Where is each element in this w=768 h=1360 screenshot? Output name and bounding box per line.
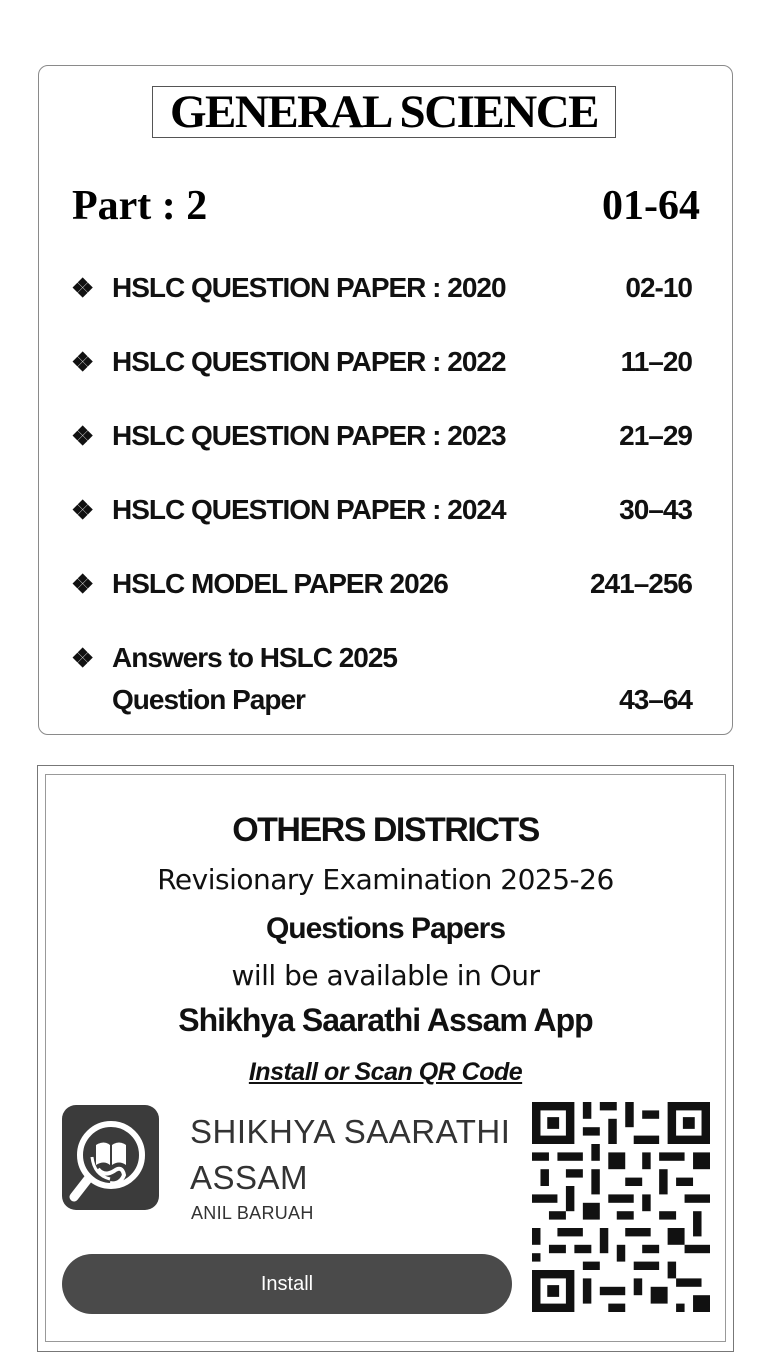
promo-card — [37, 765, 734, 1352]
promo-papers: Questions Papers — [265, 912, 506, 945]
diamond-bullet-icon: ❖ — [71, 569, 95, 599]
app-name-line1: SHIKHYA SAARATHI — [190, 1113, 511, 1150]
toc-item-label: HSLC MODEL PAPER 2026 — [112, 568, 448, 599]
toc-item[interactable] — [71, 415, 692, 457]
install-button[interactable]: Install — [62, 1254, 512, 1314]
toc-item-pages: 02-10 — [625, 272, 692, 303]
toc-item-label: HSLC QUESTION PAPER : 2023 — [112, 420, 506, 451]
toc-item-pages: 21–29 — [619, 420, 692, 451]
diamond-bullet-icon: ❖ — [71, 421, 95, 451]
part-row — [72, 178, 700, 234]
toc-item-label: HSLC QUESTION PAPER : 2022 — [112, 346, 506, 377]
app-card-name — [190, 1109, 510, 1201]
toc-item-pages: 30–43 — [619, 494, 692, 525]
toc-item[interactable] — [71, 637, 692, 721]
app-name-line2: ASSAM — [190, 1159, 309, 1196]
toc-item-pages: 43–64 — [619, 684, 692, 715]
toc-item-label-continued: Question Paper — [112, 684, 305, 715]
toc-item[interactable] — [71, 267, 692, 309]
qr-code-icon[interactable] — [532, 1102, 710, 1312]
install-prompt: Install or Scan QR Code — [248, 1058, 523, 1086]
promo-availability: will be available in Our — [231, 959, 540, 992]
part-label: Part : 2 — [72, 183, 208, 229]
promo-app-name: Shikhya Saarathi Assam App — [178, 1002, 593, 1038]
book-magnifier-logo-icon[interactable] — [62, 1105, 159, 1210]
toc-item-label: HSLC QUESTION PAPER : 2024 — [112, 494, 506, 525]
diamond-bullet-icon: ❖ — [71, 495, 95, 525]
part-pages: 01-64 — [602, 183, 700, 229]
diamond-bullet-icon: ❖ — [71, 643, 95, 673]
toc-item-pages: 11–20 — [620, 346, 692, 377]
toc-item[interactable] — [71, 341, 692, 383]
toc-item[interactable] — [71, 563, 692, 605]
app-developer: ANIL BARUAH — [191, 1203, 314, 1223]
toc-item-label: Answers to HSLC 2025 — [112, 642, 397, 673]
subject-title-box — [152, 86, 616, 138]
contents-card — [38, 65, 733, 735]
toc-item-pages: 241–256 — [589, 568, 692, 599]
toc-item-label: HSLC QUESTION PAPER : 2020 — [112, 272, 506, 303]
diamond-bullet-icon: ❖ — [71, 347, 95, 377]
promo-heading: OTHERS DISTRICTS — [232, 811, 539, 849]
toc-item[interactable] — [71, 489, 692, 531]
diamond-bullet-icon: ❖ — [71, 273, 95, 303]
promo-exam: Revisionary Examination 2025-26 — [157, 863, 614, 896]
promo-inner-frame — [45, 774, 726, 1342]
subject-title: GENERAL SCIENCE — [169, 86, 599, 138]
